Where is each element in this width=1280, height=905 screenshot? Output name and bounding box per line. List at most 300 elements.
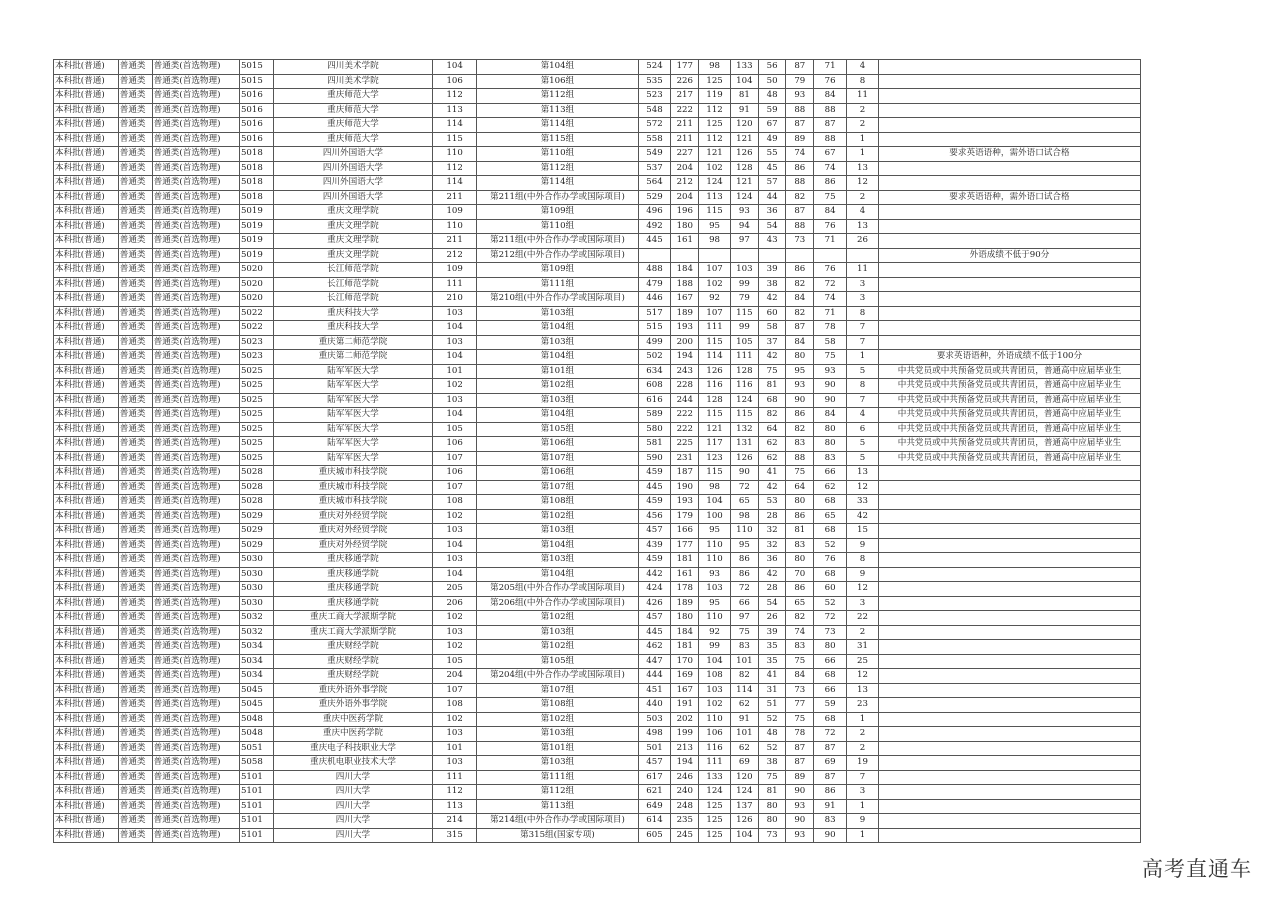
foreign-lang-cell: 86 <box>730 553 758 568</box>
total-score-cell: 605 <box>638 828 671 843</box>
chinese-cell: 211 <box>671 132 699 147</box>
total-score-cell: 614 <box>638 814 671 829</box>
chinese-cell: 167 <box>671 683 699 698</box>
type-cell: 普通类(首选物理) <box>152 828 239 843</box>
category-cell: 普通类 <box>118 118 152 133</box>
math-cell: 112 <box>699 132 731 147</box>
count-cell: 3 <box>847 785 879 800</box>
group-name-cell: 第204组(中外合作办学或国际项目) <box>477 669 638 684</box>
group-name-cell: 第114组 <box>477 176 638 191</box>
foreign-lang-cell: 90 <box>730 466 758 481</box>
category-cell: 普通类 <box>118 712 152 727</box>
math-cell: 107 <box>699 263 731 278</box>
type-cell: 普通类(首选物理) <box>152 263 239 278</box>
group-code-cell: 109 <box>433 205 477 220</box>
physics-cell: 73 <box>758 828 786 843</box>
type-cell: 普通类(首选物理) <box>152 480 239 495</box>
group-code-cell: 103 <box>433 524 477 539</box>
other-cell: 75 <box>814 350 847 365</box>
physics-cell: 32 <box>758 524 786 539</box>
chinese-cell: 193 <box>671 321 699 336</box>
remark-cell <box>878 770 1140 785</box>
school-name-cell: 重庆中医药学院 <box>273 727 432 742</box>
school-code-cell: 5019 <box>239 234 273 249</box>
physics-cell: 58 <box>758 321 786 336</box>
math-cell: 123 <box>699 451 731 466</box>
type-cell: 普通类(首选物理) <box>152 451 239 466</box>
chinese-cell: 190 <box>671 480 699 495</box>
group-code-cell: 104 <box>433 538 477 553</box>
school-name-cell: 重庆师范大学 <box>273 103 432 118</box>
math-cell: 116 <box>699 379 731 394</box>
school-code-cell: 5032 <box>239 625 273 640</box>
table-row <box>54 205 1141 220</box>
total-score-cell: 564 <box>638 176 671 191</box>
math-cell <box>699 248 731 263</box>
elective-cell: 87 <box>786 60 814 75</box>
table-row <box>54 277 1141 292</box>
other-cell: 52 <box>814 538 847 553</box>
math-cell: 103 <box>699 683 731 698</box>
group-code-cell: 112 <box>433 89 477 104</box>
remark-cell <box>878 712 1140 727</box>
other-cell: 90 <box>814 393 847 408</box>
school-code-cell: 5018 <box>239 176 273 191</box>
category-cell: 普通类 <box>118 814 152 829</box>
type-cell: 普通类(首选物理) <box>152 190 239 205</box>
group-name-cell: 第101组 <box>477 741 638 756</box>
physics-cell: 37 <box>758 335 786 350</box>
math-cell: 98 <box>699 234 731 249</box>
foreign-lang-cell: 115 <box>730 306 758 321</box>
remark-cell: 中共党员或中共预备党员或共青团员，普通高中应届毕业生 <box>878 364 1140 379</box>
group-code-cell: 106 <box>433 437 477 452</box>
chinese-cell <box>671 248 699 263</box>
other-cell: 80 <box>814 422 847 437</box>
school-code-cell: 5025 <box>239 437 273 452</box>
other-cell: 87 <box>814 741 847 756</box>
batch-cell: 本科批(普通) <box>54 495 119 510</box>
total-score-cell: 649 <box>638 799 671 814</box>
group-code-cell: 110 <box>433 219 477 234</box>
foreign-lang-cell: 97 <box>730 234 758 249</box>
chinese-cell: 167 <box>671 292 699 307</box>
school-code-cell: 5018 <box>239 147 273 162</box>
school-code-cell: 5025 <box>239 408 273 423</box>
school-code-cell: 5101 <box>239 814 273 829</box>
count-cell: 12 <box>847 480 879 495</box>
other-cell: 59 <box>814 698 847 713</box>
foreign-lang-cell: 66 <box>730 596 758 611</box>
table-row <box>54 74 1141 89</box>
table-row <box>54 350 1141 365</box>
remark-cell <box>878 814 1140 829</box>
group-name-cell: 第104组 <box>477 60 638 75</box>
physics-cell: 35 <box>758 640 786 655</box>
remark-cell <box>878 669 1140 684</box>
category-cell: 普通类 <box>118 698 152 713</box>
foreign-lang-cell: 98 <box>730 509 758 524</box>
school-code-cell: 5101 <box>239 799 273 814</box>
total-score-cell: 498 <box>638 727 671 742</box>
batch-cell: 本科批(普通) <box>54 190 119 205</box>
total-score-cell: 488 <box>638 263 671 278</box>
total-score-cell: 524 <box>638 60 671 75</box>
group-code-cell: 211 <box>433 190 477 205</box>
type-cell: 普通类(首选物理) <box>152 335 239 350</box>
table-row <box>54 379 1141 394</box>
math-cell: 115 <box>699 205 731 220</box>
total-score-cell: 456 <box>638 509 671 524</box>
chinese-cell: 222 <box>671 408 699 423</box>
math-cell: 95 <box>699 219 731 234</box>
remark-cell <box>878 263 1140 278</box>
other-cell: 74 <box>814 161 847 176</box>
group-name-cell: 第113组 <box>477 799 638 814</box>
type-cell: 普通类(首选物理) <box>152 625 239 640</box>
other-cell: 66 <box>814 466 847 481</box>
category-cell: 普通类 <box>118 364 152 379</box>
total-score-cell: 445 <box>638 234 671 249</box>
other-cell: 76 <box>814 219 847 234</box>
group-name-cell: 第102组 <box>477 611 638 626</box>
remark-cell <box>878 321 1140 336</box>
category-cell: 普通类 <box>118 437 152 452</box>
table-row <box>54 538 1141 553</box>
total-score-cell: 617 <box>638 770 671 785</box>
math-cell: 124 <box>699 176 731 191</box>
elective-cell: 90 <box>786 785 814 800</box>
count-cell: 3 <box>847 277 879 292</box>
group-code-cell: 104 <box>433 350 477 365</box>
chinese-cell: 222 <box>671 103 699 118</box>
foreign-lang-cell: 128 <box>730 364 758 379</box>
table-row <box>54 654 1141 669</box>
chinese-cell: 180 <box>671 611 699 626</box>
other-cell: 87 <box>814 118 847 133</box>
category-cell: 普通类 <box>118 306 152 321</box>
batch-cell: 本科批(普通) <box>54 785 119 800</box>
batch-cell: 本科批(普通) <box>54 611 119 626</box>
total-score-cell: 457 <box>638 611 671 626</box>
table-row <box>54 393 1141 408</box>
elective-cell: 89 <box>786 770 814 785</box>
total-score-cell: 446 <box>638 292 671 307</box>
remark-cell <box>878 799 1140 814</box>
batch-cell: 本科批(普通) <box>54 321 119 336</box>
batch-cell: 本科批(普通) <box>54 364 119 379</box>
batch-cell: 本科批(普通) <box>54 712 119 727</box>
elective-cell: 79 <box>786 74 814 89</box>
foreign-lang-cell: 121 <box>730 176 758 191</box>
chinese-cell: 243 <box>671 364 699 379</box>
total-score-cell: 537 <box>638 161 671 176</box>
chinese-cell: 199 <box>671 727 699 742</box>
other-cell: 76 <box>814 553 847 568</box>
chinese-cell: 231 <box>671 451 699 466</box>
school-code-cell: 5025 <box>239 422 273 437</box>
count-cell: 4 <box>847 60 879 75</box>
count-cell: 22 <box>847 611 879 626</box>
type-cell: 普通类(首选物理) <box>152 103 239 118</box>
count-cell: 9 <box>847 538 879 553</box>
group-code-cell: 103 <box>433 727 477 742</box>
admission-score-table <box>53 59 1141 843</box>
physics-cell: 39 <box>758 625 786 640</box>
remark-cell <box>878 89 1140 104</box>
batch-cell: 本科批(普通) <box>54 524 119 539</box>
count-cell: 2 <box>847 625 879 640</box>
other-cell: 66 <box>814 683 847 698</box>
total-score-cell: 442 <box>638 567 671 582</box>
school-name-cell: 重庆外语外事学院 <box>273 683 432 698</box>
group-code-cell: 115 <box>433 132 477 147</box>
batch-cell: 本科批(普通) <box>54 379 119 394</box>
school-code-cell: 5023 <box>239 350 273 365</box>
math-cell: 104 <box>699 654 731 669</box>
school-name-cell: 陆军军医大学 <box>273 379 432 394</box>
type-cell: 普通类(首选物理) <box>152 219 239 234</box>
elective-cell: 70 <box>786 567 814 582</box>
math-cell: 104 <box>699 495 731 510</box>
count-cell: 2 <box>847 103 879 118</box>
table-row <box>54 785 1141 800</box>
group-code-cell: 204 <box>433 669 477 684</box>
total-score-cell: 451 <box>638 683 671 698</box>
physics-cell: 36 <box>758 553 786 568</box>
elective-cell: 80 <box>786 495 814 510</box>
category-cell: 普通类 <box>118 219 152 234</box>
table-row <box>54 698 1141 713</box>
total-score-cell: 517 <box>638 306 671 321</box>
elective-cell: 87 <box>786 118 814 133</box>
group-name-cell: 第103组 <box>477 393 638 408</box>
batch-cell: 本科批(普通) <box>54 147 119 162</box>
remark-cell: 要求英语语种，需外语口试合格 <box>878 147 1140 162</box>
group-code-cell: 104 <box>433 408 477 423</box>
school-name-cell: 重庆文理学院 <box>273 219 432 234</box>
physics-cell: 26 <box>758 611 786 626</box>
batch-cell: 本科批(普通) <box>54 335 119 350</box>
group-code-cell: 103 <box>433 393 477 408</box>
group-name-cell: 第109组 <box>477 205 638 220</box>
category-cell: 普通类 <box>118 770 152 785</box>
math-cell: 115 <box>699 466 731 481</box>
foreign-lang-cell: 115 <box>730 408 758 423</box>
group-code-cell: 105 <box>433 422 477 437</box>
remark-cell <box>878 292 1140 307</box>
group-name-cell: 第102组 <box>477 379 638 394</box>
foreign-lang-cell: 124 <box>730 393 758 408</box>
group-code-cell: 111 <box>433 770 477 785</box>
group-code-cell: 206 <box>433 596 477 611</box>
group-code-cell: 105 <box>433 654 477 669</box>
foreign-lang-cell: 101 <box>730 654 758 669</box>
category-cell: 普通类 <box>118 60 152 75</box>
table-row <box>54 814 1141 829</box>
count-cell: 6 <box>847 422 879 437</box>
elective-cell: 88 <box>786 176 814 191</box>
foreign-lang-cell: 69 <box>730 756 758 771</box>
remark-cell <box>878 335 1140 350</box>
group-code-cell: 211 <box>433 234 477 249</box>
count-cell: 31 <box>847 640 879 655</box>
group-code-cell: 205 <box>433 582 477 597</box>
table-row <box>54 480 1141 495</box>
group-name-cell: 第108组 <box>477 495 638 510</box>
math-cell: 125 <box>699 799 731 814</box>
school-name-cell: 重庆师范大学 <box>273 118 432 133</box>
math-cell: 110 <box>699 712 731 727</box>
school-name-cell: 重庆第二师范学院 <box>273 350 432 365</box>
count-cell: 9 <box>847 567 879 582</box>
group-name-cell: 第108组 <box>477 698 638 713</box>
elective-cell: 78 <box>786 727 814 742</box>
table-row <box>54 118 1141 133</box>
school-code-cell: 5030 <box>239 596 273 611</box>
total-score-cell: 424 <box>638 582 671 597</box>
total-score-cell: 444 <box>638 669 671 684</box>
elective-cell: 75 <box>786 466 814 481</box>
physics-cell: 57 <box>758 176 786 191</box>
remark-cell <box>878 785 1140 800</box>
chinese-cell: 200 <box>671 335 699 350</box>
school-code-cell: 5029 <box>239 538 273 553</box>
elective-cell: 82 <box>786 190 814 205</box>
foreign-lang-cell: 91 <box>730 712 758 727</box>
group-name-cell: 第214组(中外合作办学或国际项目) <box>477 814 638 829</box>
type-cell: 普通类(首选物理) <box>152 248 239 263</box>
batch-cell: 本科批(普通) <box>54 176 119 191</box>
total-score-cell: 548 <box>638 103 671 118</box>
math-cell: 110 <box>699 538 731 553</box>
elective-cell: 82 <box>786 611 814 626</box>
total-score-cell: 496 <box>638 205 671 220</box>
category-cell: 普通类 <box>118 263 152 278</box>
school-name-cell: 重庆文理学院 <box>273 248 432 263</box>
physics-cell: 49 <box>758 132 786 147</box>
school-code-cell: 5045 <box>239 698 273 713</box>
table-row <box>54 437 1141 452</box>
total-score-cell: 459 <box>638 495 671 510</box>
other-cell: 84 <box>814 205 847 220</box>
type-cell: 普通类(首选物理) <box>152 640 239 655</box>
school-name-cell: 陆军军医大学 <box>273 437 432 452</box>
other-cell: 58 <box>814 335 847 350</box>
chinese-cell: 204 <box>671 161 699 176</box>
foreign-lang-cell: 82 <box>730 669 758 684</box>
school-name-cell: 重庆移通学院 <box>273 582 432 597</box>
chinese-cell: 193 <box>671 495 699 510</box>
batch-cell: 本科批(普通) <box>54 480 119 495</box>
other-cell: 66 <box>814 654 847 669</box>
group-code-cell: 102 <box>433 509 477 524</box>
other-cell: 91 <box>814 799 847 814</box>
elective-cell: 93 <box>786 799 814 814</box>
table-row <box>54 553 1141 568</box>
category-cell: 普通类 <box>118 538 152 553</box>
math-cell: 107 <box>699 306 731 321</box>
school-code-cell: 5058 <box>239 756 273 771</box>
math-cell: 125 <box>699 828 731 843</box>
count-cell: 12 <box>847 669 879 684</box>
math-cell: 116 <box>699 741 731 756</box>
physics-cell: 59 <box>758 103 786 118</box>
elective-cell: 82 <box>786 306 814 321</box>
math-cell: 125 <box>699 74 731 89</box>
group-code-cell: 112 <box>433 785 477 800</box>
foreign-lang-cell: 104 <box>730 74 758 89</box>
table-row <box>54 147 1141 162</box>
total-score-cell: 501 <box>638 741 671 756</box>
count-cell: 19 <box>847 756 879 771</box>
table-row <box>54 422 1141 437</box>
type-cell: 普通类(首选物理) <box>152 466 239 481</box>
batch-cell: 本科批(普通) <box>54 219 119 234</box>
type-cell: 普通类(首选物理) <box>152 538 239 553</box>
school-code-cell: 5022 <box>239 306 273 321</box>
chinese-cell: 180 <box>671 219 699 234</box>
school-name-cell: 四川大学 <box>273 785 432 800</box>
other-cell: 73 <box>814 625 847 640</box>
category-cell: 普通类 <box>118 176 152 191</box>
other-cell: 75 <box>814 190 847 205</box>
category-cell: 普通类 <box>118 524 152 539</box>
count-cell: 23 <box>847 698 879 713</box>
group-code-cell: 110 <box>433 147 477 162</box>
remark-cell <box>878 509 1140 524</box>
group-name-cell: 第104组 <box>477 321 638 336</box>
school-name-cell: 重庆移通学院 <box>273 567 432 582</box>
chinese-cell: 211 <box>671 118 699 133</box>
category-cell: 普通类 <box>118 799 152 814</box>
physics-cell: 68 <box>758 393 786 408</box>
chinese-cell: 170 <box>671 654 699 669</box>
school-name-cell: 重庆电子科技职业大学 <box>273 741 432 756</box>
batch-cell: 本科批(普通) <box>54 60 119 75</box>
foreign-lang-cell: 103 <box>730 263 758 278</box>
count-cell: 7 <box>847 770 879 785</box>
group-name-cell: 第110组 <box>477 147 638 162</box>
batch-cell: 本科批(普通) <box>54 683 119 698</box>
math-cell: 103 <box>699 582 731 597</box>
group-code-cell: 107 <box>433 683 477 698</box>
math-cell: 128 <box>699 393 731 408</box>
table-row <box>54 234 1141 249</box>
chinese-cell: 184 <box>671 625 699 640</box>
school-name-cell: 陆军军医大学 <box>273 451 432 466</box>
type-cell: 普通类(首选物理) <box>152 277 239 292</box>
chinese-cell: 246 <box>671 770 699 785</box>
other-cell: 83 <box>814 451 847 466</box>
chinese-cell: 184 <box>671 263 699 278</box>
total-score-cell: 426 <box>638 596 671 611</box>
remark-cell <box>878 553 1140 568</box>
group-name-cell: 第104组 <box>477 350 638 365</box>
elective-cell: 64 <box>786 480 814 495</box>
remark-cell <box>878 306 1140 321</box>
physics-cell: 44 <box>758 190 786 205</box>
table-row <box>54 466 1141 481</box>
category-cell: 普通类 <box>118 277 152 292</box>
count-cell: 5 <box>847 437 879 452</box>
type-cell: 普通类(首选物理) <box>152 379 239 394</box>
other-cell: 65 <box>814 509 847 524</box>
category-cell: 普通类 <box>118 509 152 524</box>
physics-cell: 54 <box>758 596 786 611</box>
elective-cell: 90 <box>786 814 814 829</box>
category-cell: 普通类 <box>118 611 152 626</box>
